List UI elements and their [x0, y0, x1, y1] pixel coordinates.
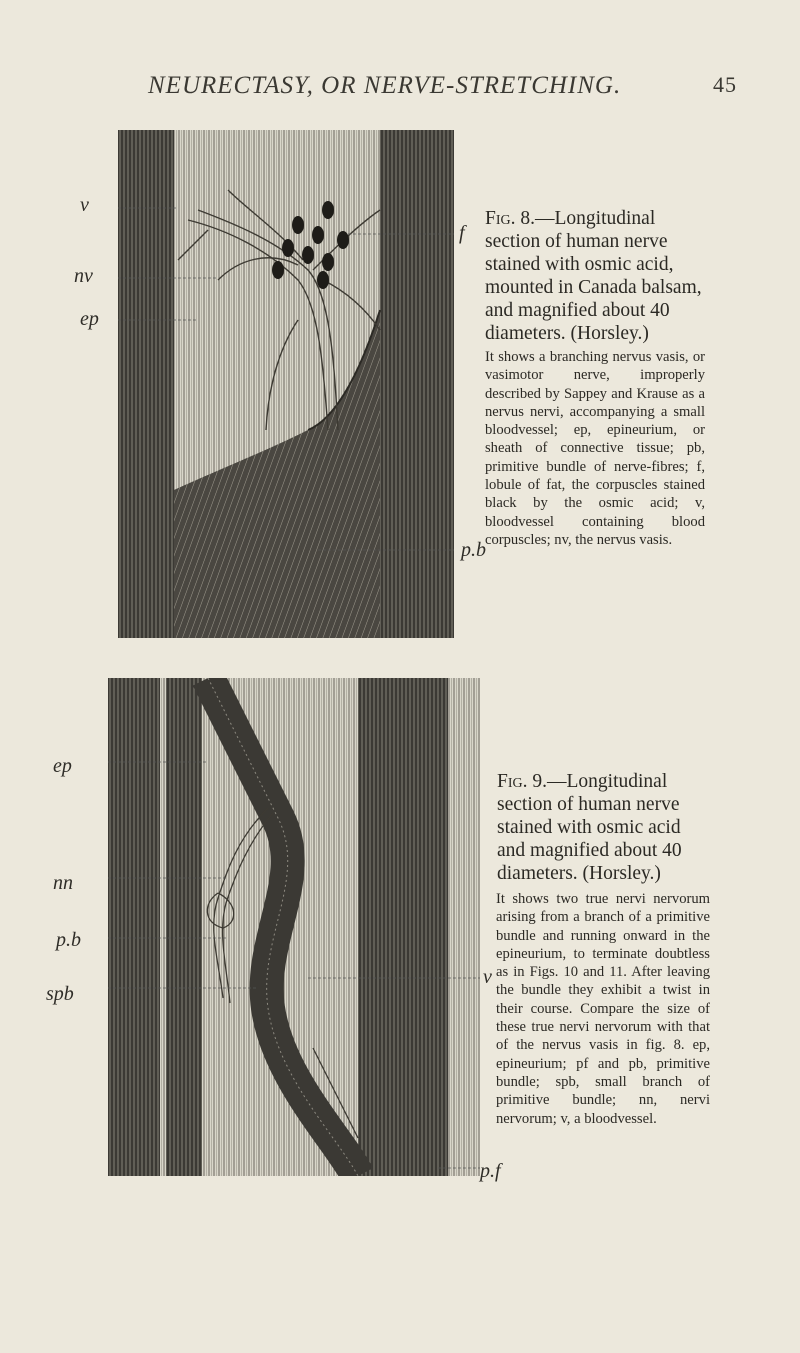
fig9-label-spb: spb [46, 983, 74, 1005]
fig8-label-ep: ep [80, 308, 99, 330]
running-header [0, 62, 800, 102]
fig9-label-ep: ep [53, 755, 72, 777]
fig8-caption-title [485, 207, 707, 345]
fig8-label-pb: p.b [461, 539, 486, 561]
fig8-label-v: v [80, 194, 89, 216]
figure-8-illustration [118, 130, 454, 638]
page-number: 45 [713, 72, 737, 97]
running-title: NEURECTASY, OR NERVE-STRETCHING. [148, 72, 622, 99]
fig9-label-nn: nn [53, 872, 73, 894]
fig8-label-f: f [459, 222, 465, 244]
fig8-number: Fig. 8. [485, 208, 535, 229]
fig8-caption-body: It shows a branching nervus vasis, or vasimotor nerve, improperly described by Sappey and Krause as a nervus nervi, accompanying a small bloodvessel; ep, epineurium, or sheath of connective tissue; pb, primitive bundle of nerve-fibres; f, lobule of fat, the corpuscles stained black by the osmic acid; v, bloodvessel containing blood corpuscles; nv, the nervus vasis. [485, 349, 705, 548]
fig9-title-text: —Longitudinal section of human nerve stained with osmic acid and magnified about 40 diameters. (Horsley.) [497, 771, 682, 884]
figure-9-illustration [108, 678, 480, 1176]
fig9-caption-title [497, 770, 709, 885]
fig8-label-nv: nv [74, 265, 93, 287]
fig9-number: Fig. 9. [497, 771, 547, 792]
fig9-label-pb: p.b [56, 929, 81, 951]
fig9-label-pf: p.f [480, 1160, 501, 1182]
fig8-title-text: —Longitudinal section of human nerve stained with osmic acid, mounted in Canada balsam, and magnified about 40 diameters. (Horsley.) [485, 208, 702, 344]
fig9-caption-body: It shows two true nervi nervorum arising from a branch of a primitive bundle and running onward in the epineurium, to terminate doubtless as in Figs. 10 and 11. After leaving the bundle they exhibit a twist in their course. Compare the size of these true nervi nervorum with that of the nervus vasis in fig. 8. ep, epineurium; pf and pb, primitive bundle; spb, small branch of primitive bundle; nn, nervi nervorum; v, a bloodvessel. [496, 891, 710, 1127]
fig9-label-v: v [483, 966, 492, 988]
